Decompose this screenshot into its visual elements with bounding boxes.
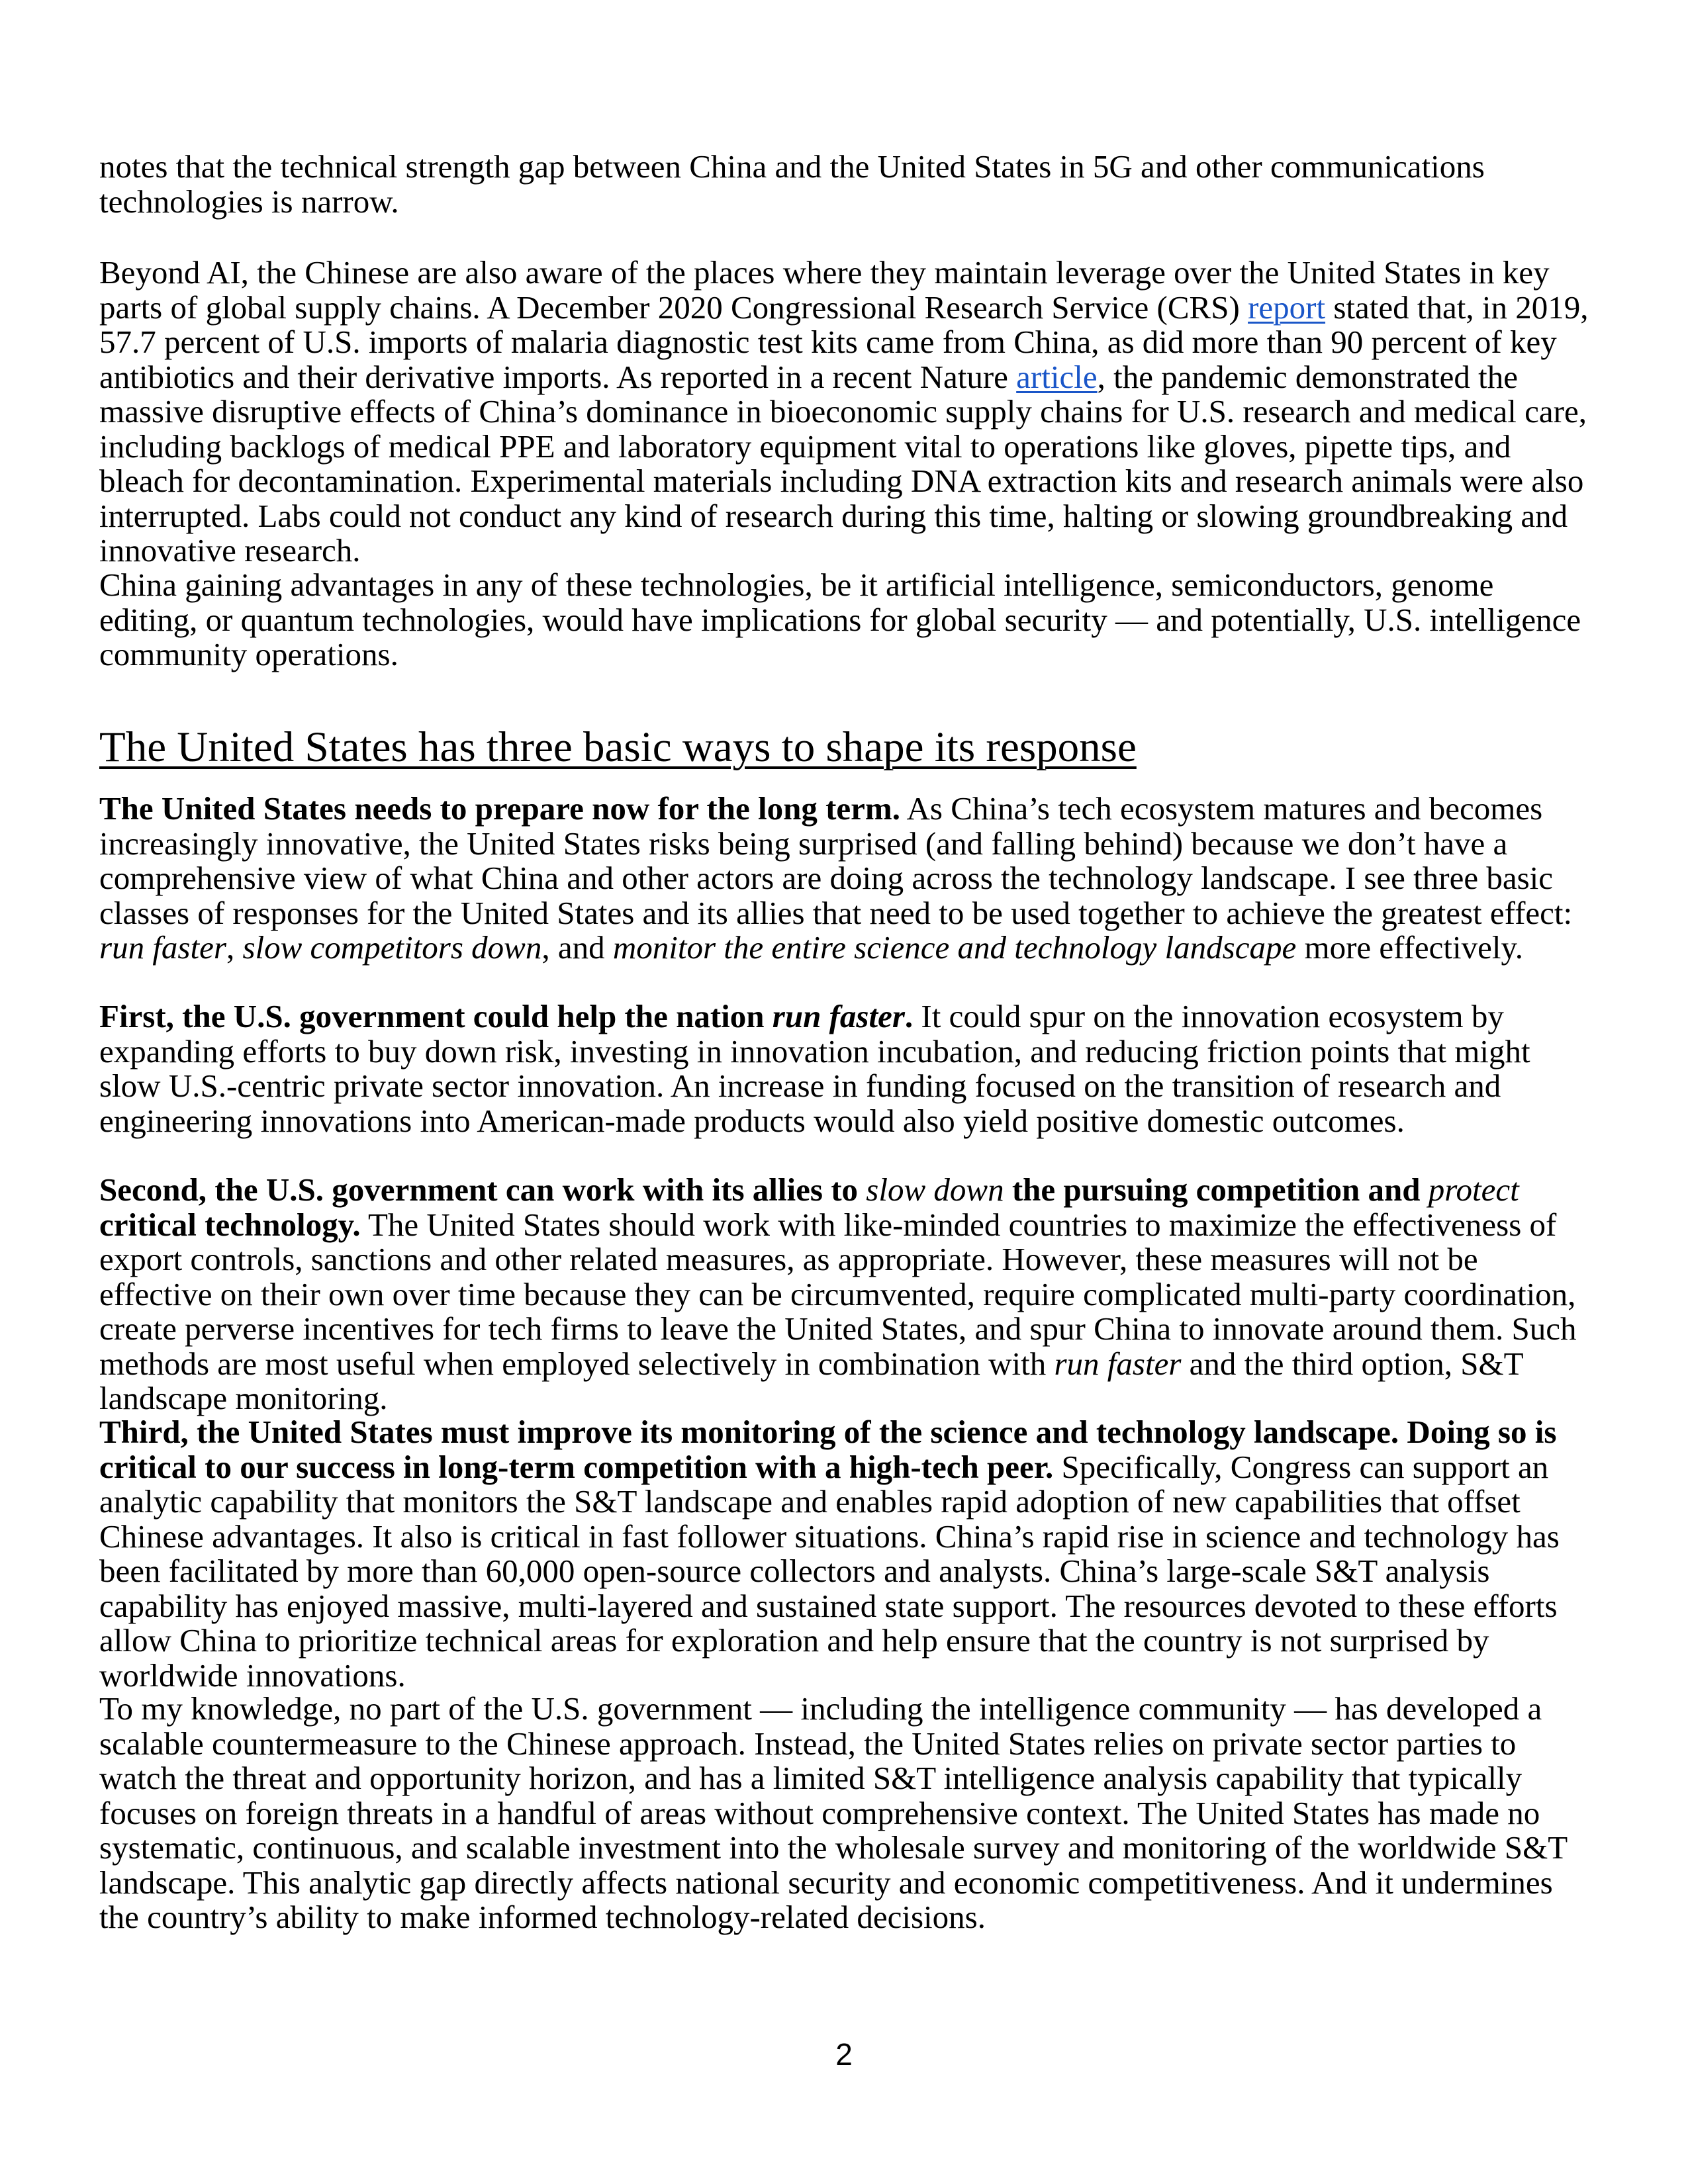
paragraph-text: As China’s tech ecosystem matures and becomes increasingly innovative, the United States risks being surprised (and falling behind) because we don’t have a comprehensive view of what China and other actors are doing across the technology landscape. I see three basic classes of responses for the United States and its allies that need to be used together to achieve the greatest effect:: [99, 790, 1573, 931]
paragraph-supply-chains: [99, 255, 1592, 569]
nature-article-link[interactable]: article: [1016, 358, 1098, 395]
paragraph-text: To my knowledge, no part of the U.S. government — including the intelligence community — has developed a scalable countermeasure to the Chinese approach. Instead, the United States relies on private sector parties to watch the threat and opportunity horizon, and has a limited S&T intelligence analysis capability that typically focuses on foreign threats in a handful of areas without comprehensive context. The United States has made no systematic, continuous, and scalable investment into the wholesale survey and monitoring of the worldwide S&T landscape. This analytic gap directly affects national security and economic competitiveness. And it undermines the country’s ability to make informed technology-related decisions.: [99, 1690, 1568, 1935]
italic-run-faster: run faster: [1054, 1345, 1182, 1382]
italic-slow-competitors: slow competitors down: [242, 929, 542, 966]
bold-lead: the pursuing competition and: [1004, 1171, 1429, 1208]
paragraph-text: , and: [541, 929, 613, 966]
italic-run-faster: run faster: [99, 929, 226, 966]
bold-lead: The United States needs to prepare now for the long term.: [99, 790, 900, 827]
bold-lead: First, the U.S. government could help the nation: [99, 998, 773, 1034]
paragraph-knowledge-gap: [99, 1692, 1592, 1935]
bold-lead: Second, the U.S. government can work with its allies to: [99, 1171, 867, 1208]
paragraph-slow-down: [99, 1173, 1592, 1416]
paragraph-text: China gaining advantages in any of these technologies, be it artificial intelligence, semiconductors, genome editing, or quantum technologies, would have implications for global security — and potentially, U.S. intelligence community operations.: [99, 567, 1581, 672]
paragraph-text: , the pandemic demonstrated the massive disruptive effects of China’s dominance in bioeconomic supply chains for U.S. research and medical care, including backlogs of medical PPE and laboratory equipment vital to operations like gloves, pipette tips, and bleach for decontamination. Experimental materials including DNA extraction kits and research animals were also interrupted. Labs could not conduct any kind of research during this time, halting or slowing groundbreaking and innovative research.: [99, 358, 1587, 569]
bold-lead: critical technology.: [99, 1206, 361, 1243]
italic-protect: protect: [1428, 1171, 1519, 1208]
paragraph-text: notes that the technical strength gap between China and the United States in 5G and other communications technologies is narrow.: [99, 148, 1485, 220]
paragraph-5g-gap: [99, 150, 1592, 219]
page-number: 2: [835, 2037, 853, 2071]
paragraph-text: more effectively.: [1296, 929, 1524, 966]
paragraph-prepare-long-term: [99, 792, 1592, 966]
bold-lead: Third, the United States must improve its monitoring of the science and technology landscape. Doing so is critical to our success in long-term competition with a high-tech peer.: [99, 1414, 1557, 1485]
paragraph-global-security: [99, 568, 1592, 672]
paragraph-text: The United States should work with like-minded countries to maximize the effectiveness of export controls, sanctions and other related measures, as appropriate. However, these measures will not be effective on their own over time because they can be circumvented, require complicated multi-party coordination, create perverse incentives for tech firms to leave the United States, and spur China to innovate around them. Such methods are most useful when employed selectively in combination with: [99, 1206, 1577, 1382]
paragraph-run-faster: [99, 999, 1592, 1138]
bold-lead-end: .: [904, 998, 914, 1034]
section-heading: The United States has three basic ways to shape its response: [99, 723, 1137, 771]
paragraph-text: stated that, in 2019, 57.7 percent of U.S. imports of malaria diagnostic test kits came from China, as did more than 90 percent of key antibiotics and their derivative imports. As reported in a recent Nature: [99, 289, 1589, 395]
crs-report-link[interactable]: report: [1248, 289, 1326, 326]
paragraph-text: Beyond AI, the Chinese are also aware of the places where they maintain leverage over the United States in key parts of global supply chains. A December 2020 Congressional Research Service (CRS): [99, 254, 1550, 326]
paragraph-text: and the third option, S&T landscape monitoring.: [99, 1345, 1523, 1416]
paragraph-text: It could spur on the innovation ecosystem by expanding efforts to buy down risk, investing in innovation incubation, and reducing friction points that might slow U.S.-centric private sector innovation. An increase in funding focused on the transition of research and engineering innovations into American-made products would also yield positive domestic outcomes.: [99, 998, 1530, 1139]
italic-monitor-landscape: monitor the entire science and technology landscape: [612, 929, 1297, 966]
paragraph-text: ,: [226, 929, 243, 966]
italic-slow-down: slow down: [866, 1171, 1004, 1208]
paragraph-text: Specifically, Congress can support an analytic capability that monitors the S&T landscape and enables rapid adoption of new capabilities that offset Chinese advantages. It also is critical in fast follower situations. China’s rapid rise in science and technology has been facilitated by more than 60,000 open-source collectors and analysts. China’s large-scale S&T analysis capability has enjoyed massive, multi-layered and sustained state support. The resources devoted to these efforts allow China to prioritize technical areas for exploration and help ensure that the country is not surprised by worldwide innovations.: [99, 1448, 1560, 1694]
bold-italic-run-faster: run faster: [772, 998, 905, 1034]
paragraph-monitoring: [99, 1415, 1592, 1693]
